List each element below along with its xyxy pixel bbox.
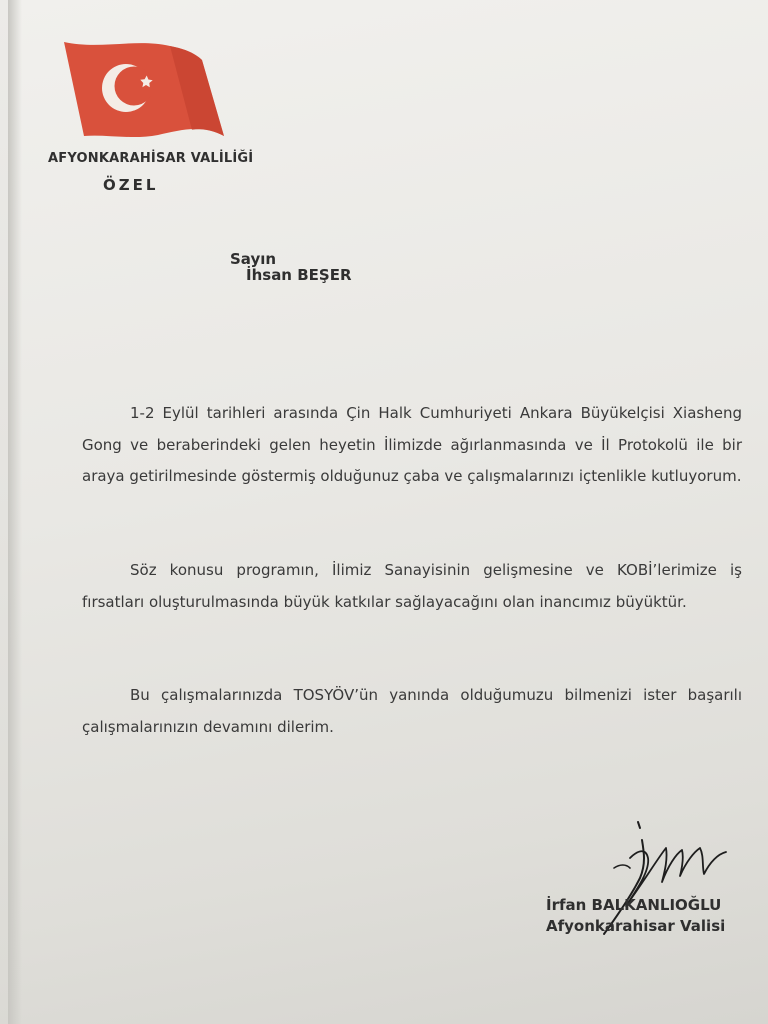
body-paragraph-1: 1-2 Eylül tarihleri arasında Çin Halk Cumhuriyeti Ankara Büyükelçisi Xiasheng Gong ve beraberindeki gelen heyetin İlimizde ağırlanmasında ve İl Protokolü ile bir araya getirilmesinde göstermiş olduğunuz çaba ve çalışmalarınızı içtenlikle kutluyorum. — [82, 404, 742, 485]
classification-label: ÖZEL — [103, 176, 159, 194]
salutation: Sayın — [230, 250, 277, 268]
recipient-name: İhsan BEŞER — [246, 266, 352, 284]
signer-title: Afyonkarahisar Valisi — [546, 917, 726, 935]
signer-name: İrfan BALKANLIOĞLU — [546, 896, 722, 914]
body-paragraph-3: Bu çalışmalarınızda TOSYÖV’ün yanında olduğumuzu bilmenizi ister başarılı çalışmalarınızın devamını dilerim. — [82, 686, 742, 736]
office-name: AFYONKARAHİSAR VALİLİĞİ — [48, 151, 254, 166]
body-paragraph-2: Söz konusu programın, İlimiz Sanayisinin gelişmesine ve KOBİ’lerimize iş fırsatları oluşturulmasında büyük katkılar sağlayacağını olan inancımız büyüktür. — [82, 561, 742, 611]
page-edge-shadow — [8, 0, 22, 1024]
turkish-flag-icon — [62, 40, 224, 140]
letter-page — [8, 0, 768, 1024]
